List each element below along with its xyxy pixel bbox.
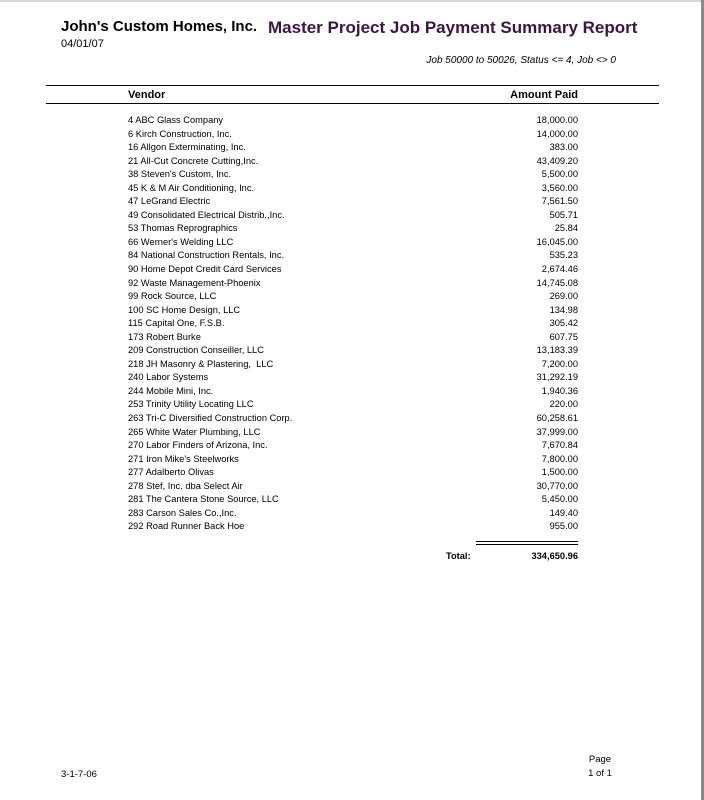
vendor-name: 90 Home Depot Credit Card Services (128, 264, 282, 275)
vendor-name: 6 Kirch Construction, Inc. (128, 128, 232, 139)
column-header-amount: Amount Paid (510, 89, 578, 101)
table-row (128, 426, 578, 440)
report-title: Master Project Job Payment Summary Report (268, 18, 638, 37)
amount-paid: 7,200.00 (541, 358, 578, 369)
amount-paid: 505.71 (549, 209, 578, 220)
company-name: John's Custom Homes, Inc. (61, 18, 258, 35)
table-row (128, 507, 578, 521)
vendor-name: 265 White Water Plumbing, LLC (128, 426, 261, 437)
table-row (128, 317, 578, 331)
footer-page-label: Page (588, 754, 612, 765)
vendor-name: 218 JH Masonry & Plastering, LLC (128, 358, 274, 369)
vendor-name: 21 All-Cut Concrete Cutting,Inc. (128, 155, 259, 166)
table-row (128, 114, 578, 128)
table-row (128, 277, 578, 291)
report-date: 04/01/07 (61, 38, 104, 50)
amount-paid: 3,560.00 (541, 182, 578, 193)
column-header-vendor: Vendor (128, 89, 166, 101)
table-row (128, 520, 578, 534)
amount-paid: 134.98 (549, 304, 578, 315)
amount-paid: 7,670.84 (541, 440, 578, 451)
vendor-name: 16 Allgon Exterminating, Inc. (128, 142, 246, 153)
table-row (128, 344, 578, 358)
vendor-name: 281 The Cantera Stone Source, LLC (128, 494, 279, 505)
amount-paid: 13,183.39 (536, 345, 578, 356)
table-row (128, 412, 578, 426)
table-row (128, 493, 578, 507)
vendor-name: 66 Werner's Welding LLC (128, 236, 234, 247)
vendor-name: 99 Rock Source, LLC (128, 291, 217, 302)
table-row (128, 128, 578, 142)
vendor-name: 263 Tri-C Diversified Construction Corp. (128, 413, 293, 424)
table-row (128, 290, 578, 304)
table-row (128, 398, 578, 412)
table-row (128, 466, 578, 480)
table-row (128, 249, 578, 263)
table-row (128, 263, 578, 277)
amount-paid: 60,258.61 (536, 413, 578, 424)
amount-paid: 30,770.00 (536, 480, 578, 491)
table-row (128, 480, 578, 494)
table-row (128, 236, 578, 250)
vendor-name: 173 Robert Burke (128, 331, 201, 342)
amount-paid: 43,409.20 (536, 155, 578, 166)
vendor-name: 53 Thomas Reprographics (128, 223, 238, 234)
header-bottom-rule (46, 103, 659, 104)
amount-paid: 5,500.00 (541, 169, 578, 180)
vendor-name: 100 SC Home Design, LLC (128, 304, 241, 315)
vendor-name: 115 Capital One, F.S.B. (128, 318, 225, 329)
vendor-name: 209 Construction Conseiller, LLC (128, 345, 264, 356)
vendor-name: 278 Stef, Inc. dba Select Air (128, 480, 243, 491)
amount-paid: 1,940.36 (541, 385, 578, 396)
amount-paid: 2,674.46 (541, 264, 578, 275)
amount-paid: 269.00 (549, 291, 578, 302)
vendor-name: 253 Trinity Utility Locating LLC (128, 399, 254, 410)
table-row (128, 141, 578, 155)
total-double-rule-top (476, 541, 578, 542)
footer-page-count: 1 of 1 (588, 768, 612, 779)
footer-code: 3-1-7-06 (61, 769, 97, 780)
amount-paid: 7,800.00 (541, 453, 578, 464)
total-amount: 334,650.96 (531, 551, 578, 561)
vendor-name: 92 Waste Management-Phoenix (128, 277, 261, 288)
vendor-name: 49 Consolidated Electrical Distrib.,Inc. (128, 209, 285, 220)
vendor-name: 292 Road Runner Back Hoe (128, 521, 245, 532)
vendor-name: 270 Labor Finders of Arizona, Inc. (128, 440, 268, 451)
vendor-name: 240 Labor Systems (128, 372, 209, 383)
header-top-rule (46, 85, 659, 86)
amount-paid: 383.00 (549, 142, 578, 153)
vendor-name: 4 ABC Glass Company (128, 115, 224, 125)
amount-paid: 31,292.19 (536, 372, 578, 383)
table-row (128, 209, 578, 223)
total-label: Total: (446, 551, 471, 561)
table-row (128, 304, 578, 318)
total-double-rule-bottom (476, 544, 578, 545)
vendor-name: 45 K & M Air Conditioning, Inc. (128, 182, 255, 193)
report-criteria: Job 50000 to 50026, Status <= 4, Job <> 0 (426, 55, 616, 66)
amount-paid: 305.42 (549, 318, 578, 329)
table-row (128, 385, 578, 399)
amount-paid: 955.00 (549, 521, 578, 532)
table-row (128, 453, 578, 467)
vendor-name: 47 LeGrand Electric (128, 196, 211, 207)
vendor-table (128, 114, 578, 534)
vendor-name: 38 Steven's Custom, Inc. (128, 169, 232, 180)
table-row (128, 168, 578, 182)
table-row (128, 222, 578, 236)
table-row (128, 182, 578, 196)
table-row (128, 331, 578, 345)
amount-paid: 14,000.00 (536, 128, 578, 139)
amount-paid: 5,450.00 (541, 494, 578, 505)
vendor-name: 244 Mobile Mini, Inc. (128, 385, 214, 396)
amount-paid: 37,999.00 (536, 426, 578, 437)
amount-paid: 535.23 (549, 250, 578, 261)
amount-paid: 14,745.08 (536, 277, 578, 288)
table-row (128, 439, 578, 453)
vendor-name: 283 Carson Sales Co.,Inc. (128, 507, 237, 518)
table-row (128, 195, 578, 209)
amount-paid: 220.00 (549, 399, 578, 410)
vendor-name: 84 National Construction Rentals, Inc. (128, 250, 285, 261)
page-top-edge (0, 0, 704, 2)
amount-paid: 607.75 (549, 331, 578, 342)
vendor-name: 277 Adalberto Olivas (128, 467, 214, 478)
vendor-name: 271 Iron Mike's Steelworks (128, 453, 239, 464)
amount-paid: 18,000.00 (536, 115, 578, 125)
amount-paid: 16,045.00 (536, 236, 578, 247)
table-row (128, 155, 578, 169)
table-row (128, 371, 578, 385)
amount-paid: 7,561.50 (541, 196, 578, 207)
amount-paid: 1,500.00 (541, 467, 578, 478)
table-row (128, 358, 578, 372)
amount-paid: 149.40 (549, 507, 578, 518)
amount-paid: 25.84 (554, 223, 578, 234)
